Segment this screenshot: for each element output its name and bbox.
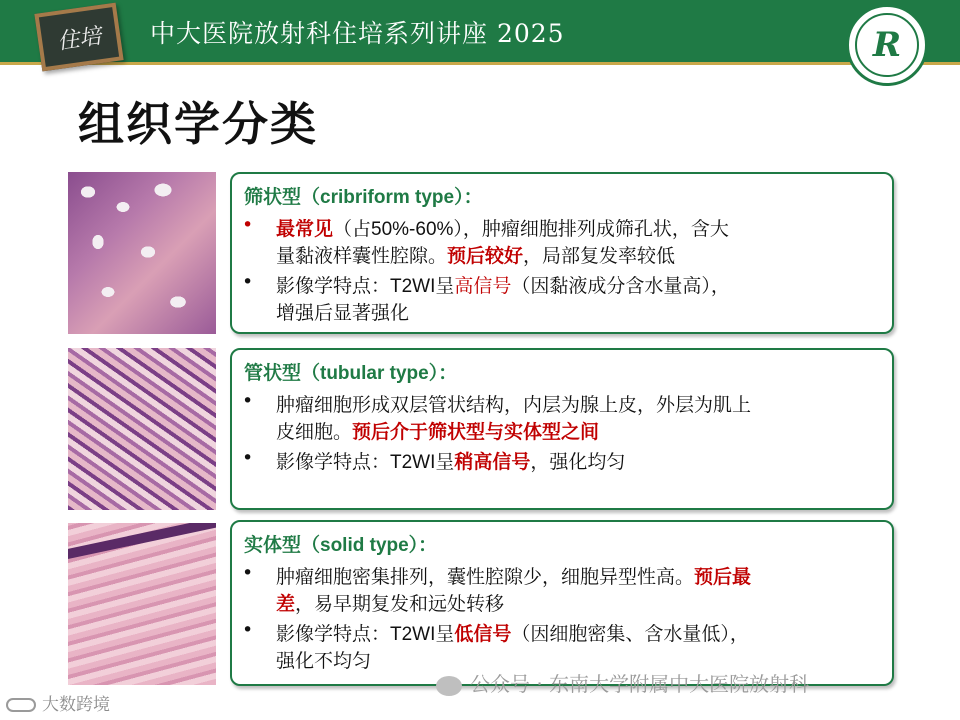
histology-image-cribriform (68, 172, 216, 334)
bullet-line (276, 417, 599, 444)
highlight-text: 低信号 (454, 624, 512, 645)
body-text: 影像学特点：T2WI呈 (276, 624, 455, 645)
body-text: ，强化均匀 (530, 452, 626, 473)
bullet-line (276, 271, 730, 298)
section-box-tubular (230, 348, 894, 510)
body-text: 影像学特点：T2WI呈 (276, 452, 455, 473)
bullet-line (276, 562, 751, 589)
bullet-line (276, 646, 371, 673)
section-title: 管状型（tubular type）： (244, 363, 458, 384)
highlight-text: 预后最 (694, 567, 752, 588)
body-text: 肿瘤细胞密集排列，囊性腔隙少，细胞异型性高。 (276, 567, 695, 588)
body-text: 增强后显著强化 (276, 303, 410, 324)
body-text: ，局部复发率较低 (523, 246, 676, 267)
bullet-line (276, 390, 751, 417)
body-text: 量黏液样囊性腔隙。 (276, 246, 448, 267)
header-divider (0, 62, 960, 65)
histology-image-solid (68, 523, 216, 685)
highlight-text: 预后介于筛状型与实体型之间 (352, 422, 600, 443)
page-title: 组织学分类 (78, 97, 318, 151)
histology-image-tubular (68, 348, 216, 510)
highlight-text: 稍高信号 (454, 452, 531, 473)
bullet-line (276, 447, 625, 474)
brand-icon (6, 698, 36, 712)
body-text: （因细胞密集、含水量低）， (511, 624, 749, 645)
body-text: ，易早期复发和远处转移 (295, 594, 505, 615)
logo-letter: R (872, 25, 902, 65)
wechat-icon (436, 676, 462, 696)
bullet-marker: • (242, 271, 254, 293)
wechat-watermark (436, 668, 809, 697)
bullet-marker: • (242, 214, 254, 236)
bullet-line (276, 298, 409, 325)
body-text: 强化不均匀 (276, 651, 372, 672)
body-text: 皮细胞。 (276, 422, 353, 443)
bullet-line (276, 214, 729, 241)
bullet-marker: • (242, 562, 254, 584)
bullet-marker: • (242, 619, 254, 641)
body-text: （因黏液成分含水量高）， (511, 276, 730, 297)
body-text: 肿瘤细胞形成双层管状结构，内层为腺上皮，外层为肌上 (276, 395, 752, 416)
bullet-marker: • (242, 447, 254, 469)
chalkboard-badge (34, 3, 123, 72)
highlight-text: 最常见 (276, 219, 334, 240)
highlight-text: 差 (276, 594, 296, 615)
hospital-logo-icon (846, 4, 928, 86)
corner-watermark (6, 690, 110, 715)
badge-text: 住培 (55, 23, 103, 55)
header-title: 中大医院放射科住培系列讲座 2025 (150, 19, 565, 48)
watermark-text: 公众号 · 东南大学附属中大医院放射科 (470, 672, 810, 696)
bullet-marker: • (242, 390, 254, 412)
section-title: 实体型（solid type）： (244, 535, 438, 556)
section-box-solid (230, 520, 894, 686)
body-text: 影像学特点：T2WI呈 (276, 276, 455, 297)
highlight-text: 预后较好 (447, 246, 524, 267)
corner-mark-text: 大数跨境 (42, 695, 110, 715)
bullet-line (276, 619, 749, 646)
highlight-text: 高信号 (454, 276, 512, 297)
section-title: 筛状型（cribriform type）： (244, 187, 483, 208)
section-box-cribriform (230, 172, 894, 334)
bullet-line (276, 241, 675, 268)
bullet-line (276, 589, 504, 616)
body-text: （占50%-60%），肿瘤细胞排列成筛孔状，含大 (333, 219, 729, 240)
